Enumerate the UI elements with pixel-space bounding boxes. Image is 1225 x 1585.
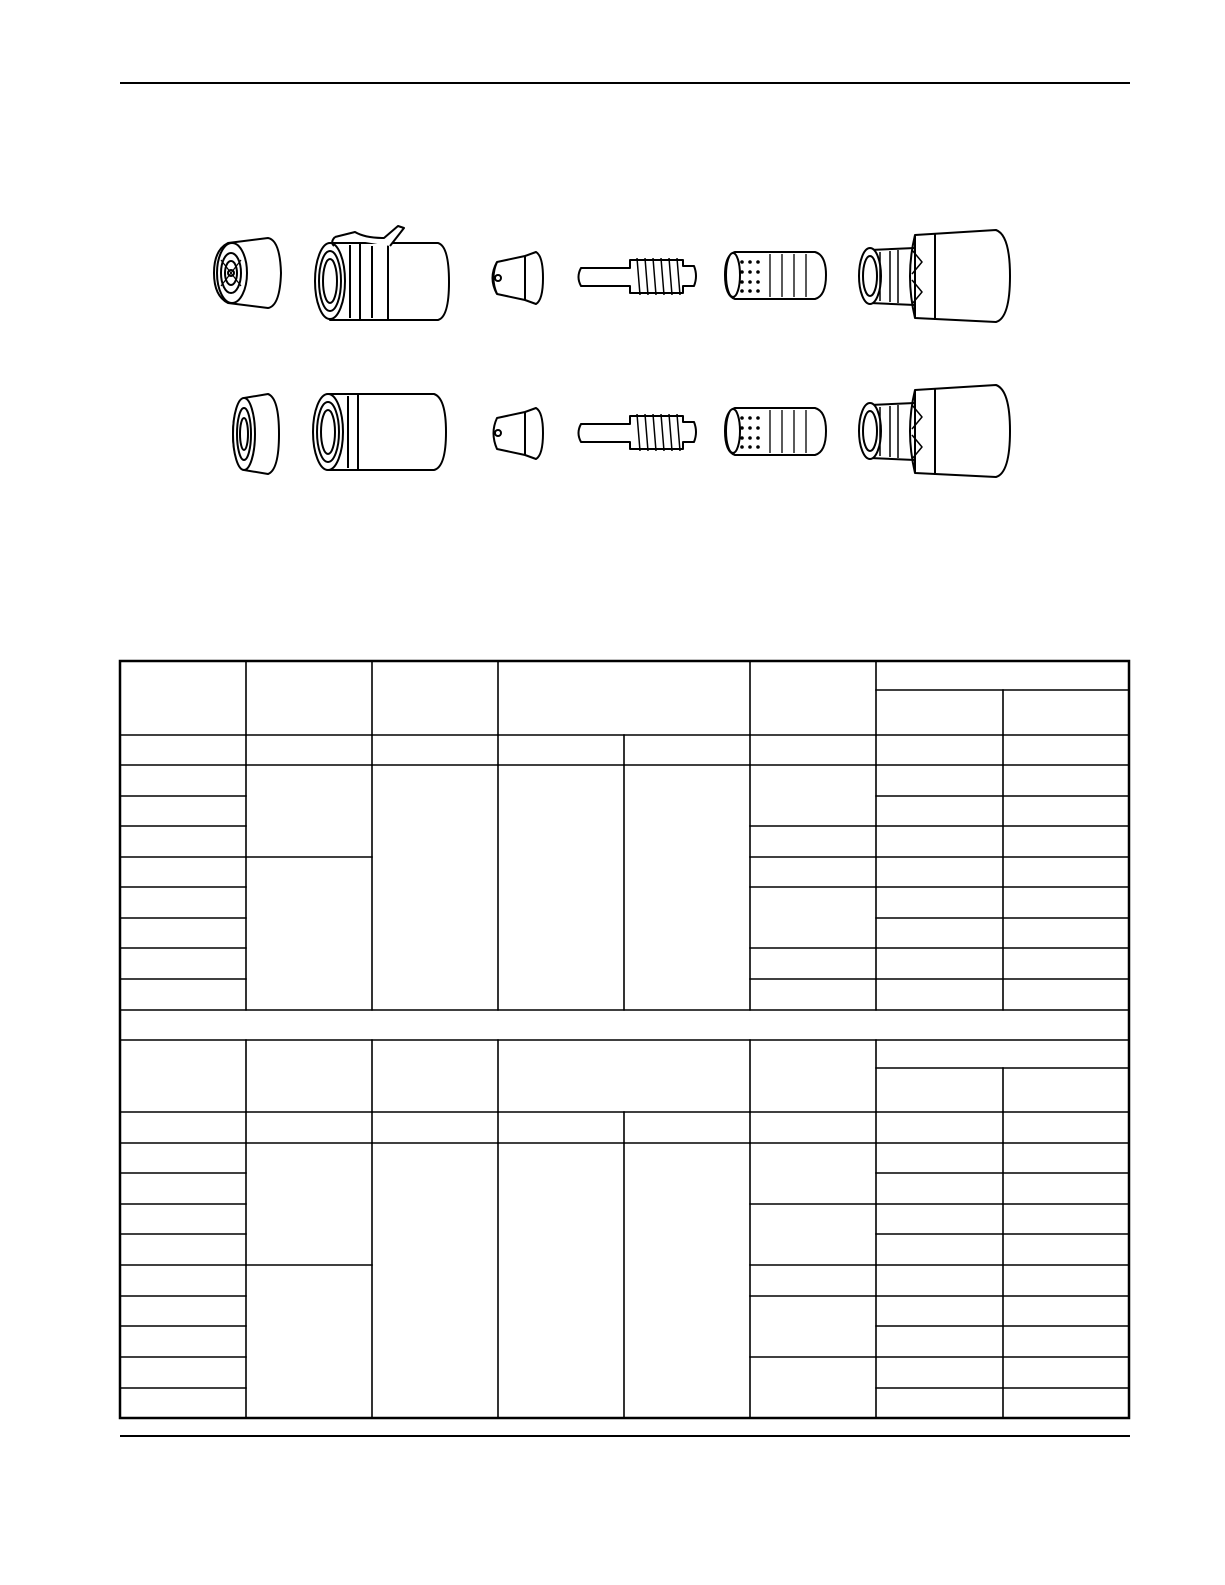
footer-rule <box>120 1435 1130 1437</box>
section-2-grid <box>120 1040 1129 1418</box>
section-1-grid <box>120 661 1129 1040</box>
